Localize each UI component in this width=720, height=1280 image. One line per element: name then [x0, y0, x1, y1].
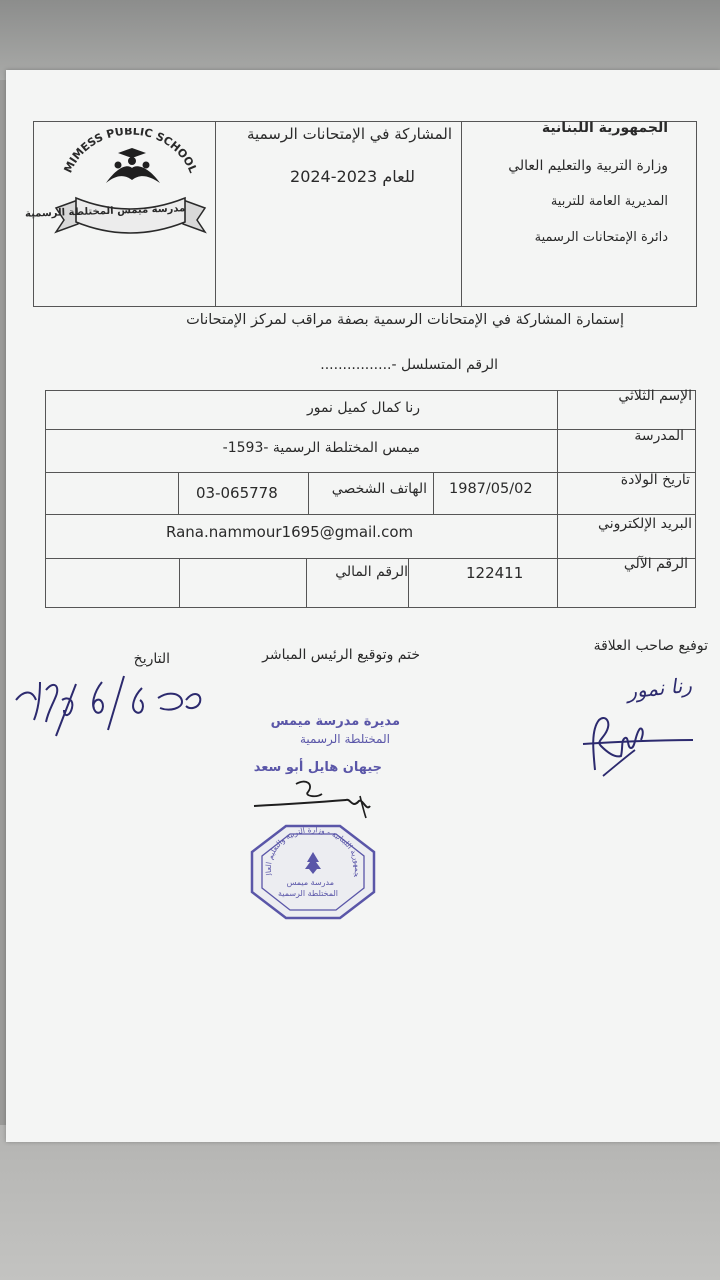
auto-number-value: 122411 [466, 564, 524, 582]
seal-center-school: مدرسة ميمس [286, 878, 334, 887]
school-value: ميمس المختلطة الرسمية -1593- [222, 440, 420, 456]
table-row-line-2 [45, 472, 696, 473]
financial-number-label: الرقم المالي [335, 564, 408, 580]
auto-divider-2 [306, 558, 307, 608]
director-signature-label: ختم وتوقيع الرئيس المباشر [262, 647, 420, 663]
phone-label: الهاتف الشخصي [331, 481, 427, 497]
handwritten-date [10, 660, 210, 740]
header-year: للعام 2023-2024 [290, 167, 415, 186]
school-logo [24, 128, 213, 243]
stamp-school-type: المختلطة الرسمية [299, 732, 390, 746]
dob-label: تاريخ الولادة [620, 472, 690, 488]
official-seal [248, 822, 378, 922]
holder-handwritten-name: رنا نمور [626, 672, 694, 704]
background-top [0, 0, 720, 80]
holder-signature [575, 700, 700, 785]
serial-number: الرقم المتسلسل -................ [320, 357, 498, 373]
name-label: الإسم الثلاثي [618, 388, 692, 404]
table-row-line-1 [45, 429, 696, 430]
seal-center-type: المختلطة الرسمية [277, 889, 338, 898]
logo-ribbon-text: مدرسة ميمس المختلطة الرسمية [24, 203, 186, 220]
email-label: البريد الإلكتروني [598, 516, 692, 532]
director-signature [250, 772, 390, 822]
header-republic: الجمهورية اللبنانية [541, 120, 668, 136]
dob-divider-2 [308, 472, 309, 514]
dob-divider-3 [178, 472, 179, 514]
logo-arc-text: MIMESS PUBLIC SCHOOL [61, 128, 200, 175]
dob-value: 1987/05/02 [449, 481, 533, 497]
seal-ring-text: جمهورية اللبنانية - وزارة التربية والتعليم العال [263, 825, 363, 879]
name-value: رنا كمال كميل نمور [306, 400, 420, 416]
email-value: Rana.nammour1695@gmail.com [166, 523, 414, 541]
date-label: التاريخ [133, 651, 170, 667]
phone-value: 03-065778 [196, 484, 278, 502]
header-department: دائرة الإمتحانات الرسمية [534, 230, 668, 245]
stamp-director-name: جيهان هايل أبو سعد [253, 760, 382, 775]
auto-number-label: الرقم الآلي [623, 556, 688, 572]
header-divider-1 [215, 121, 216, 307]
form-title: إستمارة المشاركة في الإمتحانات الرسمية بصفة مراقب لمركز الإمتحانات [186, 312, 624, 328]
header-participation: المشاركة في الإمتحانات الرسمية [247, 125, 452, 143]
header-ministry: وزارة التربية والتعليم العالي [508, 158, 668, 174]
dob-divider-1 [433, 472, 434, 514]
auto-divider-3 [179, 558, 180, 608]
school-label: المدرسة [634, 428, 684, 444]
auto-divider-1 [408, 558, 409, 608]
header-divider-2 [461, 121, 462, 307]
table-row-line-3 [45, 514, 696, 515]
table-row-line-4 [45, 558, 696, 559]
header-directorate: المديرية العامة للتربية [550, 194, 668, 209]
table-label-divider [557, 390, 558, 608]
background-bottom [0, 1125, 720, 1280]
stamp-director-title: مديرة مدرسة ميمس [270, 714, 400, 729]
holder-signature-label: توفيع صاحب العلاقة [593, 638, 708, 654]
